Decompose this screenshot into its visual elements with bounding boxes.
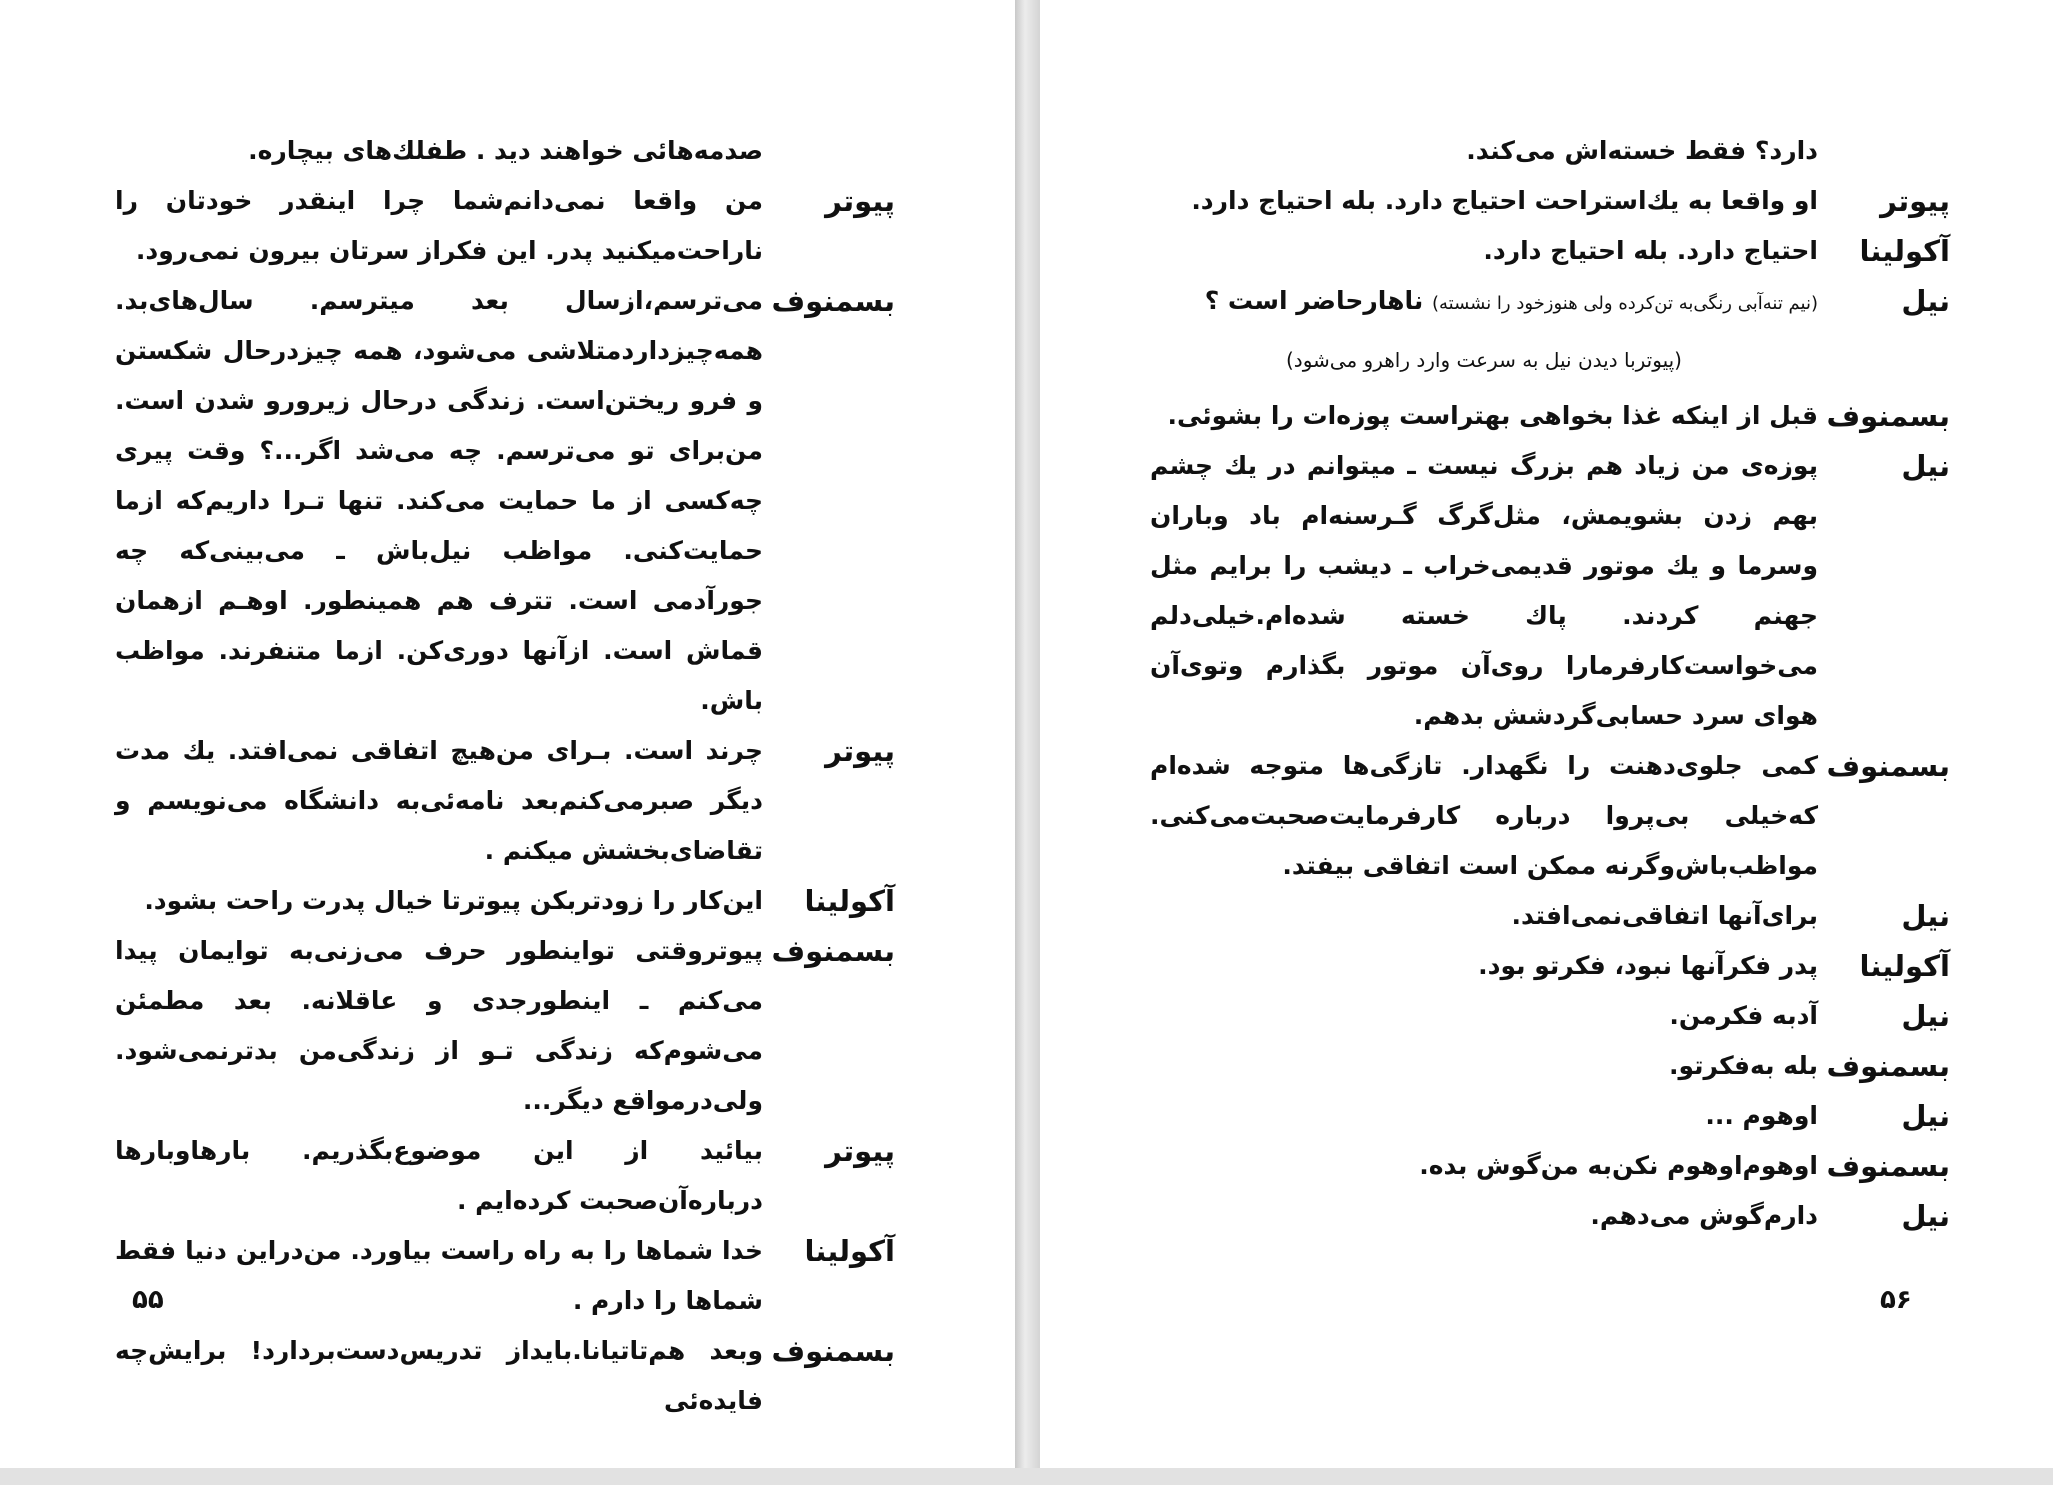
right-page-script [1150, 126, 1950, 1241]
book-gutter [1015, 0, 1040, 1468]
dialogue-line [1150, 991, 1950, 1041]
inline-stage-direction: (نیم تنه‌آبی رنگی‌به تن‌کرده ولی هنوزخود را نشسته) [1431, 293, 1818, 314]
speaker-name: بسمنوف [1826, 1149, 1950, 1183]
dialogue-line [115, 276, 895, 726]
speaker-name: بسمنوف [771, 284, 895, 318]
speaker-name: بسمنوف [771, 934, 895, 968]
stage-direction-line [1150, 329, 1950, 391]
speech-text: وبعد هم‌تاتیانا.بایداز تدریس‌دست‌بردارد! برایش‌چه فایده‌ئی [115, 1336, 763, 1415]
dialogue-line [115, 1226, 895, 1326]
stage-direction: (پیوتربا دیدن نیل به سرعت وارد راهرو می‌شود) [1286, 348, 1682, 372]
speech-text: دارد؟ فقط خسته‌اش می‌کند. [1466, 136, 1818, 165]
speaker-name: آکولینا [1859, 234, 1950, 268]
speech-text: بله به‌فکرتو. [1668, 1051, 1818, 1080]
speaker-name: بسمنوف [1826, 1049, 1950, 1083]
speaker-name: پیوتر [825, 184, 895, 218]
speech-text: چرند است. بـرای من‌هیچ اتفاقی نمی‌افتد. یك مدت دیگر صبرمی‌کنم‌بعد نامه‌ئی‌به دانشگاه می‌نویسم و تقاضای‌بخشش میکنم . [115, 736, 763, 865]
speech-text: او واقعا به یك‌استراحت احتیاج دارد. بله احتیاج دارد. [1191, 186, 1818, 215]
speaker-name: آکولینا [804, 884, 895, 918]
speech-text: قبل از اینکه غذا بخواهی بهتراست پوزه‌ات را بشوئی. [1167, 401, 1818, 430]
speech-text: پدر فکرآنها نبود، فکرتو بود. [1478, 951, 1818, 980]
dialogue-line [1150, 1041, 1950, 1091]
speaker-name: نیل [1901, 999, 1950, 1033]
speech-fragment: ناهارحاضر است ؟ [1204, 286, 1424, 315]
speech-text [1150, 276, 1818, 329]
speech-text: دارم‌گوش می‌دهم. [1590, 1201, 1818, 1230]
dialogue-line [1150, 891, 1950, 941]
dialogue-line [1150, 126, 1950, 176]
speech-text: برای‌آنها اتفاقی‌نمی‌افتد. [1511, 901, 1818, 930]
dialogue-line [1150, 226, 1950, 276]
speaker-name: نیل [1901, 899, 1950, 933]
speech-text: می‌ترسم،ازسال بعد میترسم. سال‌های‌بد. همه‌چیزداردمتلاشی می‌شود، همه چیزدرحال شکستن و فرو ریختن‌است. زندگی درحال زیرورو شدن است. من‌برای تو می‌ترسم. چه می‌شد اگر...؟ وقت پیری چه‌کسی از ما حمایت می‌کند. تنها تـرا داریم‌که ازما حمایت‌کنی. مواظب نیل‌باش ـ می‌بینی‌که چه جورآدمی است. تترف هم همینطور. اوهـم ازهمان قماش است. ازآنها دوری‌کن. ازما متنفرند. مواظب باش. [115, 286, 763, 715]
speech-text: اوهوم‌اوهوم نکن‌به من‌گوش بده. [1419, 1151, 1818, 1180]
speaker-name: نیل [1901, 1199, 1950, 1233]
speech-text: صدمه‌هائی خواهند دید . طفلك‌های بیچاره. [248, 136, 763, 165]
left-page-script [115, 126, 895, 1426]
dialogue-line [1150, 276, 1950, 329]
speaker-name: پیوتر [1880, 184, 1950, 218]
speech-text: پوزه‌ی من زیاد هم بزرگ نیست ـ میتوانم در یك چشم بهم زدن بشویمش، مثل‌گرگ گـرسنه‌ام باد وباران وسرما و یك موتور قدیمی‌خراب ـ دیشب را برایم مثل جهنم کردند. پاك خسته شده‌ام.خیلی‌دلم می‌خواست‌کارفرمارا روی‌آن موتور بگذارم وتوی‌آن هوای سرد حسابی‌گردشش بدهم. [1150, 451, 1818, 730]
dialogue-line [1150, 441, 1950, 741]
speaker-name: پیوتر [825, 734, 895, 768]
speech-text: آدبه فکرمن. [1669, 1001, 1818, 1030]
speech-text: بیائید از این موضوع‌بگذریم. بارهاوبارها درباره‌آن‌صحبت کرده‌ایم . [115, 1136, 763, 1215]
speaker-name: بسمنوف [771, 1334, 895, 1368]
speaker-name: نیل [1901, 449, 1950, 483]
speech-text: اوهوم ... [1705, 1101, 1818, 1130]
dialogue-line [1150, 941, 1950, 991]
speaker-name: بسمنوف [1826, 749, 1950, 783]
dialogue-line [115, 876, 895, 926]
dialogue-line [115, 176, 895, 276]
speaker-name: بسمنوف [1826, 399, 1950, 433]
speech-text: خدا شماها را به راه راست بیاورد. من‌دراین دنیا فقط شماها را دارم . [115, 1236, 763, 1315]
dialogue-line [115, 726, 895, 876]
speech-text: این‌کار را زودتربکن پیوترتا خیال پدرت راحت بشود. [144, 886, 763, 915]
dialogue-line [1150, 176, 1950, 226]
dialogue-line [1150, 391, 1950, 441]
speech-text: احتیاج دارد. بله احتیاج دارد. [1483, 236, 1818, 265]
dialogue-line [1150, 1141, 1950, 1191]
speaker-name: آکولینا [804, 1234, 895, 1268]
speaker-name: نیل [1901, 284, 1950, 318]
page-number-right: ۵۶ [1880, 1285, 1912, 1315]
dialogue-line [115, 1326, 895, 1426]
dialogue-line [115, 1126, 895, 1226]
dialogue-line [115, 926, 895, 1126]
speech-text: کمی جلوی‌دهنت را نگهدار. تازگی‌ها متوجه شده‌ام که‌خیلی بی‌پروا درباره کارفرمایت‌صحبت‌می‌کنی. مواظب‌باش‌وگرنه ممکن است اتفاقی بیفتد. [1150, 751, 1818, 880]
speaker-name: نیل [1901, 1099, 1950, 1133]
speech-text: پیوتروقتی تواینطور حرف می‌زنی‌به توایمان پیدا می‌کنم ـ اینطورجدی و عاقلانه. بعد مطمئن می‌شوم‌که زندگی تـو از زندگی‌من بدترنمی‌شود. ولی‌درمواقع دیگر... [115, 936, 763, 1115]
dialogue-line [1150, 1191, 1950, 1241]
page-number-left: ۵۵ [132, 1285, 164, 1315]
dialogue-line [1150, 741, 1950, 891]
dialogue-line [115, 126, 895, 176]
speaker-name: پیوتر [825, 1134, 895, 1168]
speech-text: من واقعا نمی‌دانم‌شما چرا اینقدر خودتان را ناراحت‌میکنید پدر. این فکراز سرتان بیرون نمی‌رود. [115, 186, 763, 265]
speaker-name: آکولینا [1859, 949, 1950, 983]
dialogue-line [1150, 1091, 1950, 1141]
